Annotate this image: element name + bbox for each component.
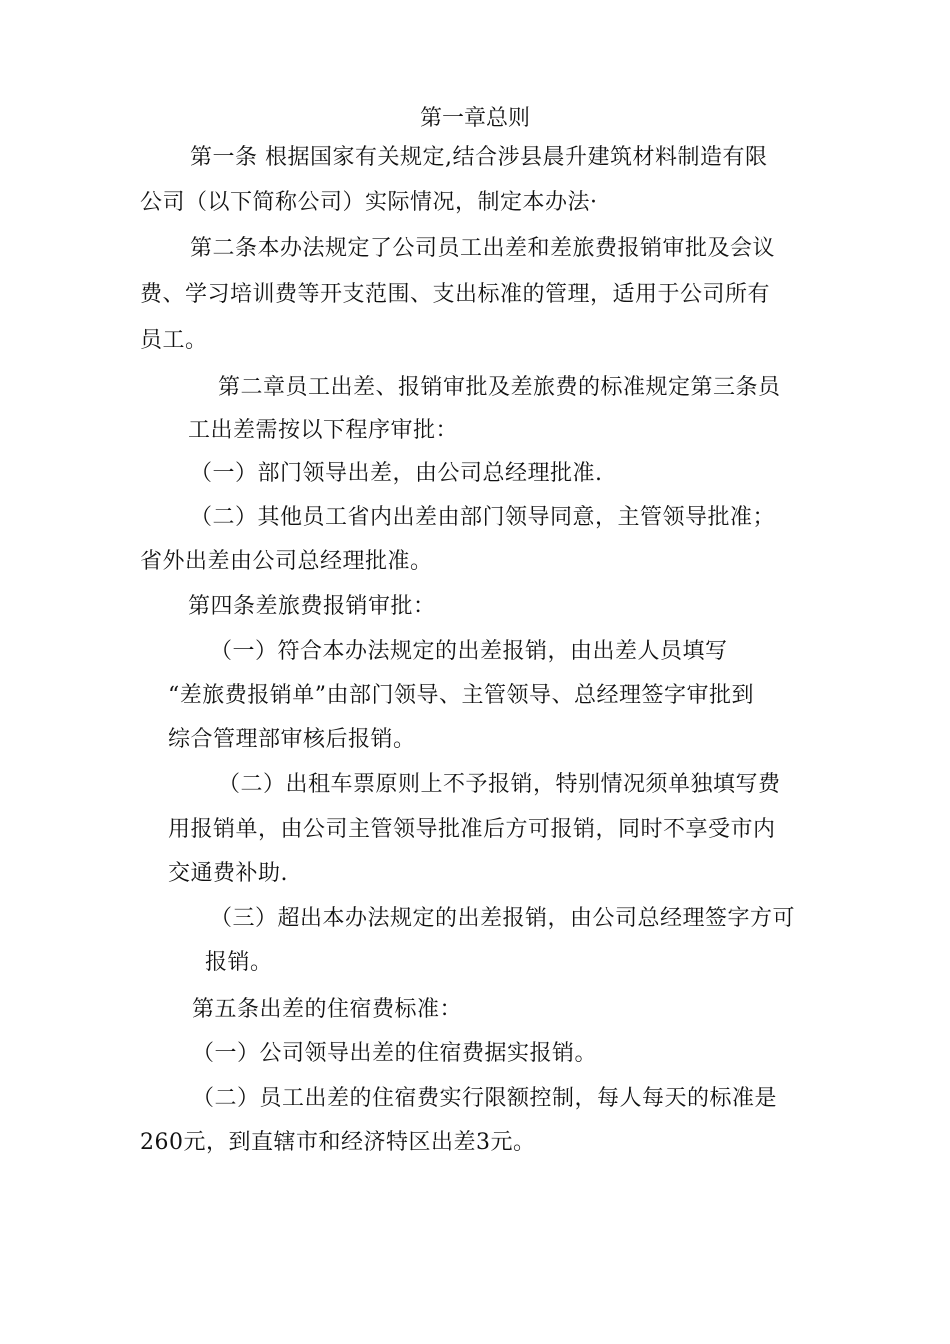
article-5-heading: 第五条出差的住宿费标准： [192, 997, 463, 1022]
paragraph-line: （一）公司领导出差的住宿费据实报销。 [192, 1041, 598, 1066]
article-4-heading: 第四条差旅费报销审批： [188, 594, 436, 619]
paragraph-line: 员工。 [140, 328, 208, 353]
paragraph-line: 费、学习培训费等开支范围、支出标准的管理，适用于公司所有 [140, 282, 771, 307]
paragraph-line: 工出差需按以下程序审批： [188, 418, 459, 443]
paragraph-line: 省外出差由公司总经理批准。 [140, 549, 433, 574]
paragraph-line: 第二条本办法规定了公司员工出差和差旅费报销审批及会议 [190, 236, 776, 261]
paragraph-line: 报销。 [205, 950, 273, 975]
paragraph-line: （二）出租车票原则上不予报销，特别情况须单独填写费 [218, 772, 781, 797]
paragraph-line: 第一条 根据国家有关规定,结合涉县晨升建筑材料制造有限 [190, 145, 768, 170]
paragraph-line: 综合管理部审核后报销。 [168, 727, 416, 752]
paragraph-line: （三）超出本办法规定的出差报销，由公司总经理签字方可 [210, 906, 796, 931]
paragraph-line: “差旅费报销单”由部门领导、主管领导、总经理签字审批到 [168, 683, 754, 708]
paragraph-line: （二）其他员工省内出差由部门领导同意，主管领导批准； [190, 505, 776, 530]
paragraph-line: （一）符合本办法规定的出差报销，由出差人员填写 [210, 639, 728, 664]
paragraph-line: （一）部门领导出差，由公司总经理批准. [190, 461, 603, 486]
paragraph-line: 260元，到直辖市和经济特区出差3元。 [140, 1130, 536, 1155]
chapter-2-heading: 第二章员工出差、报销审批及差旅费的标准规定第三条员 [218, 375, 781, 400]
paragraph-line: 用报销单，由公司主管领导批准后方可报销，同时不享受市内 [168, 817, 776, 842]
chapter-1-title: 第一章总则 [420, 106, 531, 131]
paragraph-line: （二）员工出差的住宿费实行限额控制，每人每天的标准是 [192, 1086, 778, 1111]
paragraph-line: 交通费补助. [168, 861, 288, 886]
paragraph-line: 公司（以下简称公司）实际情况，制定本办法· [140, 190, 598, 215]
